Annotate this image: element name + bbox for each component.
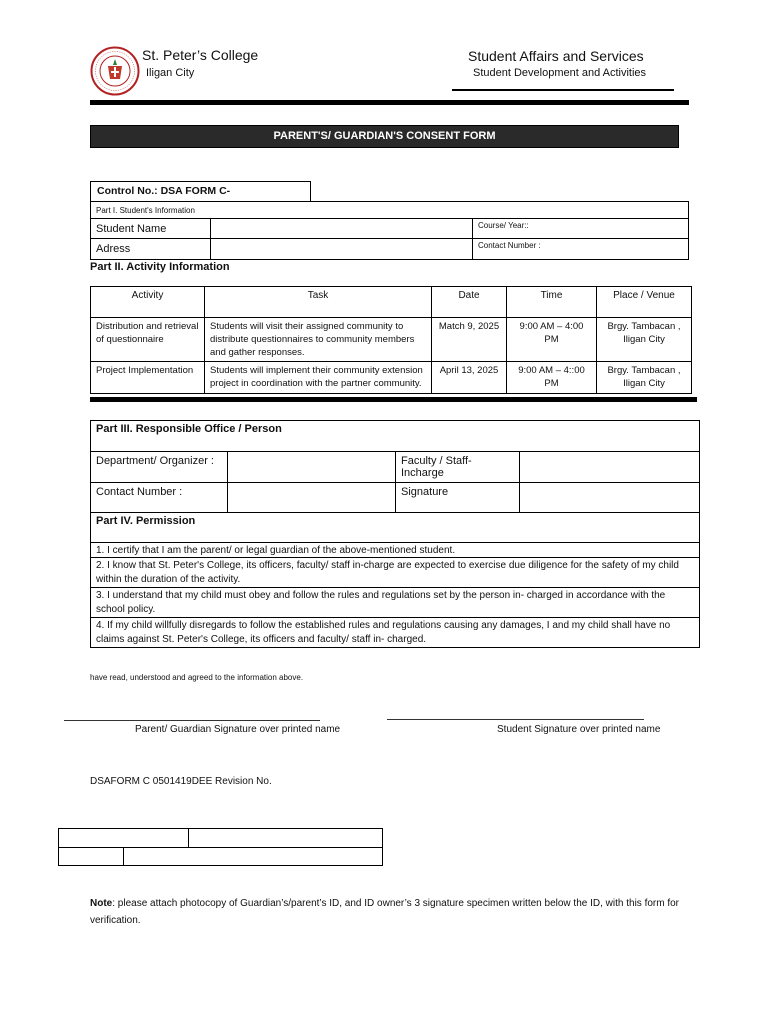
course-year-field[interactable]: Course/ Year:: [473,219,689,239]
parent-signature-label: Parent/ Guardian Signature over printed name [135,724,341,735]
school-name: St. Peter’s College [142,47,259,63]
office-subtitle: Student Development and Activities [473,67,647,79]
section-rule [90,397,697,402]
student-name-field[interactable] [211,219,473,239]
faculty-field[interactable] [520,452,700,483]
student-name-label: Student Name [91,219,211,239]
col-date: Date [432,287,507,318]
contact-number-field[interactable]: Contact Number : [473,239,689,260]
permission-item: 2. I know that St. Peter's College, its officers, faculty/ staff in-charge are expected to exercise due diligence for the safety of my child within the duration of the activity. [91,558,700,588]
school-seal [90,46,140,96]
contact-label: Contact Number : [91,483,228,513]
revision-table [58,828,383,866]
part4-title: Part IV. Permission [91,513,700,543]
header-rule-thin [452,89,674,91]
faculty-label: Faculty / Staff- Incharge [396,452,520,483]
student-signature-line[interactable] [387,719,644,720]
date-cell: April 13, 2025 [432,362,507,394]
department-field[interactable] [228,452,396,483]
task-cell: Students will implement their community extension project in coordination with the partner community. [205,362,432,394]
part3-title: Part III. Responsible Office / Person [91,421,700,452]
header-rule-thick [90,100,689,105]
task-cell: Students will visit their assigned community to distribute questionnaires to community members and gather responses. [205,318,432,362]
student-info-table [90,201,689,260]
school-city: Iligan City [146,67,195,79]
agreement-text: have read, understood and agreed to the information above. [90,673,304,682]
place-cell: Brgy. Tambacan , Iligan City [597,362,692,394]
signature-label: Signature [396,483,520,513]
activity-cell: Distribution and retrieval of questionnaire [91,318,205,362]
col-place: Place / Venue [597,287,692,318]
part1-title: Part I. Student's Information [91,202,689,219]
table-row [91,318,692,362]
date-cell: Match 9, 2025 [432,318,507,362]
form-code: DSAFORM C 0501419DEE Revision No. [90,776,272,787]
activity-table [90,286,692,394]
contact-field[interactable] [228,483,396,513]
col-time: Time [507,287,597,318]
place-cell: Brgy. Tambacan , Iligan City [597,318,692,362]
parent-signature-line[interactable] [64,720,320,721]
time-cell: 9:00 AM – 4::00 PM [507,362,597,394]
col-activity: Activity [91,287,205,318]
note-label: Note [90,898,113,909]
permission-item: 3. I understand that my child must obey and follow the rules and regulations set by the person in- charged in accordance with the school policy. [91,588,700,618]
note-text: : please attach photocopy of Guardian’s/parent’s ID, and ID owner’s 3 signature specimen written below the ID, with this form for verification. [90,898,680,926]
office-title: Student Affairs and Services [468,48,644,64]
col-task: Task [205,287,432,318]
table-row [91,362,692,394]
signature-field[interactable] [520,483,700,513]
address-label: Adress [91,239,211,260]
student-signature-label: Student Signature over printed name [497,724,661,735]
control-number-box [90,181,311,202]
department-label: Department/ Organizer : [91,452,228,483]
note-paragraph [90,895,680,929]
part2-title: Part II. Activity Information [90,261,230,273]
control-number-label: Control No.: DSA FORM C- [97,185,231,197]
time-cell: 9:00 AM – 4:00 PM [507,318,597,362]
permission-item: 1. I certify that I am the parent/ or legal guardian of the above-mentioned student. [91,543,700,558]
form-title-banner: PARENT'S/ GUARDIAN'S CONSENT FORM [90,125,679,148]
activity-cell: Project Implementation [91,362,205,394]
responsible-permission-table [90,420,700,648]
permission-item: 4. If my child willfully disregards to follow the established rules and regulations causing any damages, I and my child shall have no claims against St. Peter's College, its officers and faculty/ staff in- charged. [91,618,700,648]
address-field[interactable] [211,239,473,260]
